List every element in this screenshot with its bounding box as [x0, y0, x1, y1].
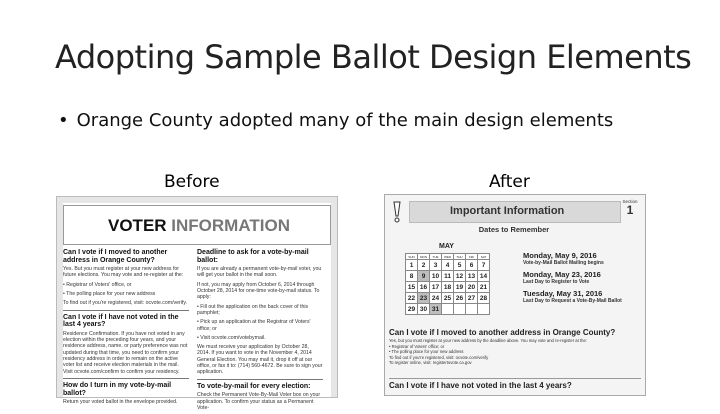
before-title-bold: VOTER: [108, 216, 172, 235]
dates-to-remember-title: Dates to Remember: [478, 225, 550, 234]
divider: [389, 378, 641, 379]
before-heading: How do I turn in my vote-by-mail ballot?: [63, 381, 172, 397]
before-paragraph: • Visit ocvote.com/votebymail.: [197, 334, 266, 341]
calendar-day: 13: [466, 271, 478, 282]
before-paragraph: Check the Permanent Vote-By-Mail Voter box on your application. To confirm your status as a Permanent Vote-: [197, 392, 321, 411]
after-header-bar: [409, 201, 621, 223]
calendar-day: 9: [418, 271, 430, 282]
before-heading: Can I vote if I have not voted in the last 4 years?: [63, 313, 179, 329]
before-paragraph: Return your voted ballot in the envelope provided.: [63, 399, 178, 406]
before-paragraph: If not, you may apply from October 6, 2014 through October 28, 2014 for one-time vote-by-mail status. To apply:: [197, 281, 320, 301]
calendar-day: 23: [418, 293, 430, 304]
before-label: Before: [164, 172, 220, 192]
calendar-day: 16: [418, 282, 430, 293]
before-paragraph: • The polling place for your new address: [63, 291, 156, 298]
bullet-point: [58, 110, 613, 131]
calendar-weekday: WED: [442, 254, 454, 260]
calendar-day: 21: [478, 282, 490, 293]
calendar-day: 14: [478, 271, 490, 282]
calendar-weekday: TUE: [430, 254, 442, 260]
section-label: Section: [622, 199, 638, 204]
calendar-day: 12: [454, 271, 466, 282]
before-column-left: [63, 249, 189, 408]
before-title: [108, 216, 290, 236]
calendar-day: 15: [406, 282, 418, 293]
calendar-day: 4: [442, 260, 454, 271]
calendar-empty: [466, 304, 478, 315]
before-title-bar: [63, 205, 331, 245]
calendar-day: 17: [430, 282, 442, 293]
calendar-grid: [405, 253, 490, 315]
key-dates-list: [523, 251, 641, 308]
section-divider: [63, 378, 189, 379]
section-number: 1: [626, 203, 634, 217]
event-date: Tuesday, May 31, 2016: [523, 289, 603, 298]
before-paragraph: Residence Confirmation. If you have not voted in any election within the preceding four years, and your residence address, name, or party preference was not updated during that time, you need to confirm your residency address in order to remain on the active voter list and receive election materials in the mail. Visit ocvote.com/confirm to confirm your residency.: [63, 330, 188, 375]
event-description: Last Day to Request a Vote-By-Mail Ballot: [523, 298, 622, 304]
slide-title: Adopting Sample Ballot Design Elements: [55, 38, 692, 76]
calendar-day: 19: [454, 282, 466, 293]
answer-line: • The polling place for your new address: [389, 349, 464, 355]
answer-line: Yes, but you must register at your new address by the deadline above. You may vote and re-register at the:: [389, 338, 587, 343]
calendar-weekday: SUN: [406, 254, 418, 260]
calendar-day: 18: [442, 282, 454, 293]
calendar-day: 22: [406, 293, 418, 304]
answer-line: To find out if you're registered, visit: ocvote.com/verify: [389, 354, 489, 360]
answer-moved-address: [389, 338, 639, 366]
before-heading: Deadline to ask for a vote-by-mail ballot:: [197, 249, 309, 264]
calendar-day: 26: [454, 293, 466, 304]
calendar-day: 20: [466, 282, 478, 293]
before-paragraph: If you are already a permanent vote-by-mail voter, you will get your ballot in the mail soon.: [197, 266, 322, 279]
calendar-weekday: FRI: [466, 254, 478, 260]
calendar-month: MAY: [439, 243, 454, 250]
calendar-day: 30: [418, 304, 430, 315]
calendar-day: 5: [454, 260, 466, 271]
calendar-day: 1: [406, 260, 418, 271]
before-paragraph: • Registrar of Voters' office, or: [63, 281, 132, 288]
after-header-title: Important Information: [450, 205, 565, 217]
calendar-day: 10: [430, 271, 442, 282]
calendar-day: 24: [430, 293, 442, 304]
section-divider: [197, 379, 323, 380]
before-paragraph: We must receive your application by October 28, 2014. If you want to vote in the November 4, 2014 General Election. You may mail it, drop it off at our office, or fax it to: (714) 560-4672. Be sure to sign your application.: [197, 344, 323, 376]
before-heading: Can I vote if I moved to another address in Orange County?: [63, 249, 168, 264]
section-marker: [619, 199, 641, 216]
calendar-day: 7: [478, 260, 490, 271]
answer-line: • Registrar of Voters' office; or: [389, 343, 445, 349]
bullet-text: Orange County adopted many of the main design elements: [76, 110, 614, 131]
after-label: After: [489, 172, 530, 192]
answer-line: To register online, visit: registertovote.ca.gov: [389, 360, 472, 366]
calendar-day: 2: [418, 260, 430, 271]
bullet-icon: •: [58, 110, 69, 131]
calendar-weekday: THU: [454, 254, 466, 260]
question-moved-address: Can I vote if I moved to another address in Orange County?: [389, 328, 616, 337]
before-title-light: INFORMATION: [171, 216, 290, 235]
before-paragraph: Yes. But you must register at your new address for future elections. You may vote and re-register at the:: [63, 266, 184, 279]
after-document-image: [384, 194, 646, 396]
before-heading: To vote-by-mail for every election:: [197, 382, 311, 390]
before-paragraph: • Fill out the application on the back cover of this pamphlet;: [197, 303, 309, 316]
calendar-weekday: MON: [418, 254, 430, 260]
event-date: Monday, May 23, 2016: [523, 270, 601, 279]
event-description: Last Day to Register to Vote: [523, 279, 590, 285]
before-paragraph: To find out if you're registered, visit: ocvote.com/verify.: [63, 300, 188, 307]
calendar-empty: [454, 304, 466, 315]
calendar-day: 29: [406, 304, 418, 315]
calendar-day: 28: [478, 293, 490, 304]
exclamation-icon: [391, 201, 403, 223]
calendar-empty: [442, 304, 454, 315]
calendar-weekday: SAT: [478, 254, 490, 260]
section-divider: [63, 310, 189, 311]
event-description: Vote-by-Mail Ballot Mailing begins: [523, 260, 604, 266]
calendar-day: 31: [430, 304, 442, 315]
before-column-right: [197, 249, 323, 414]
before-document-image: [56, 196, 338, 411]
calendar-day: 25: [442, 293, 454, 304]
calendar-day: 11: [442, 271, 454, 282]
calendar-empty: [478, 304, 490, 315]
calendar-day: 27: [466, 293, 478, 304]
event-date: Monday, May 9, 2016: [523, 251, 597, 260]
calendar-day: 8: [406, 271, 418, 282]
question-not-voted: Can I vote if I have not voted in the last 4 years?: [389, 381, 572, 390]
calendar-day: 6: [466, 260, 478, 271]
calendar-day: 3: [430, 260, 442, 271]
before-paragraph: • Pick up an application at the Registrar of Voters' office; or: [197, 319, 311, 332]
